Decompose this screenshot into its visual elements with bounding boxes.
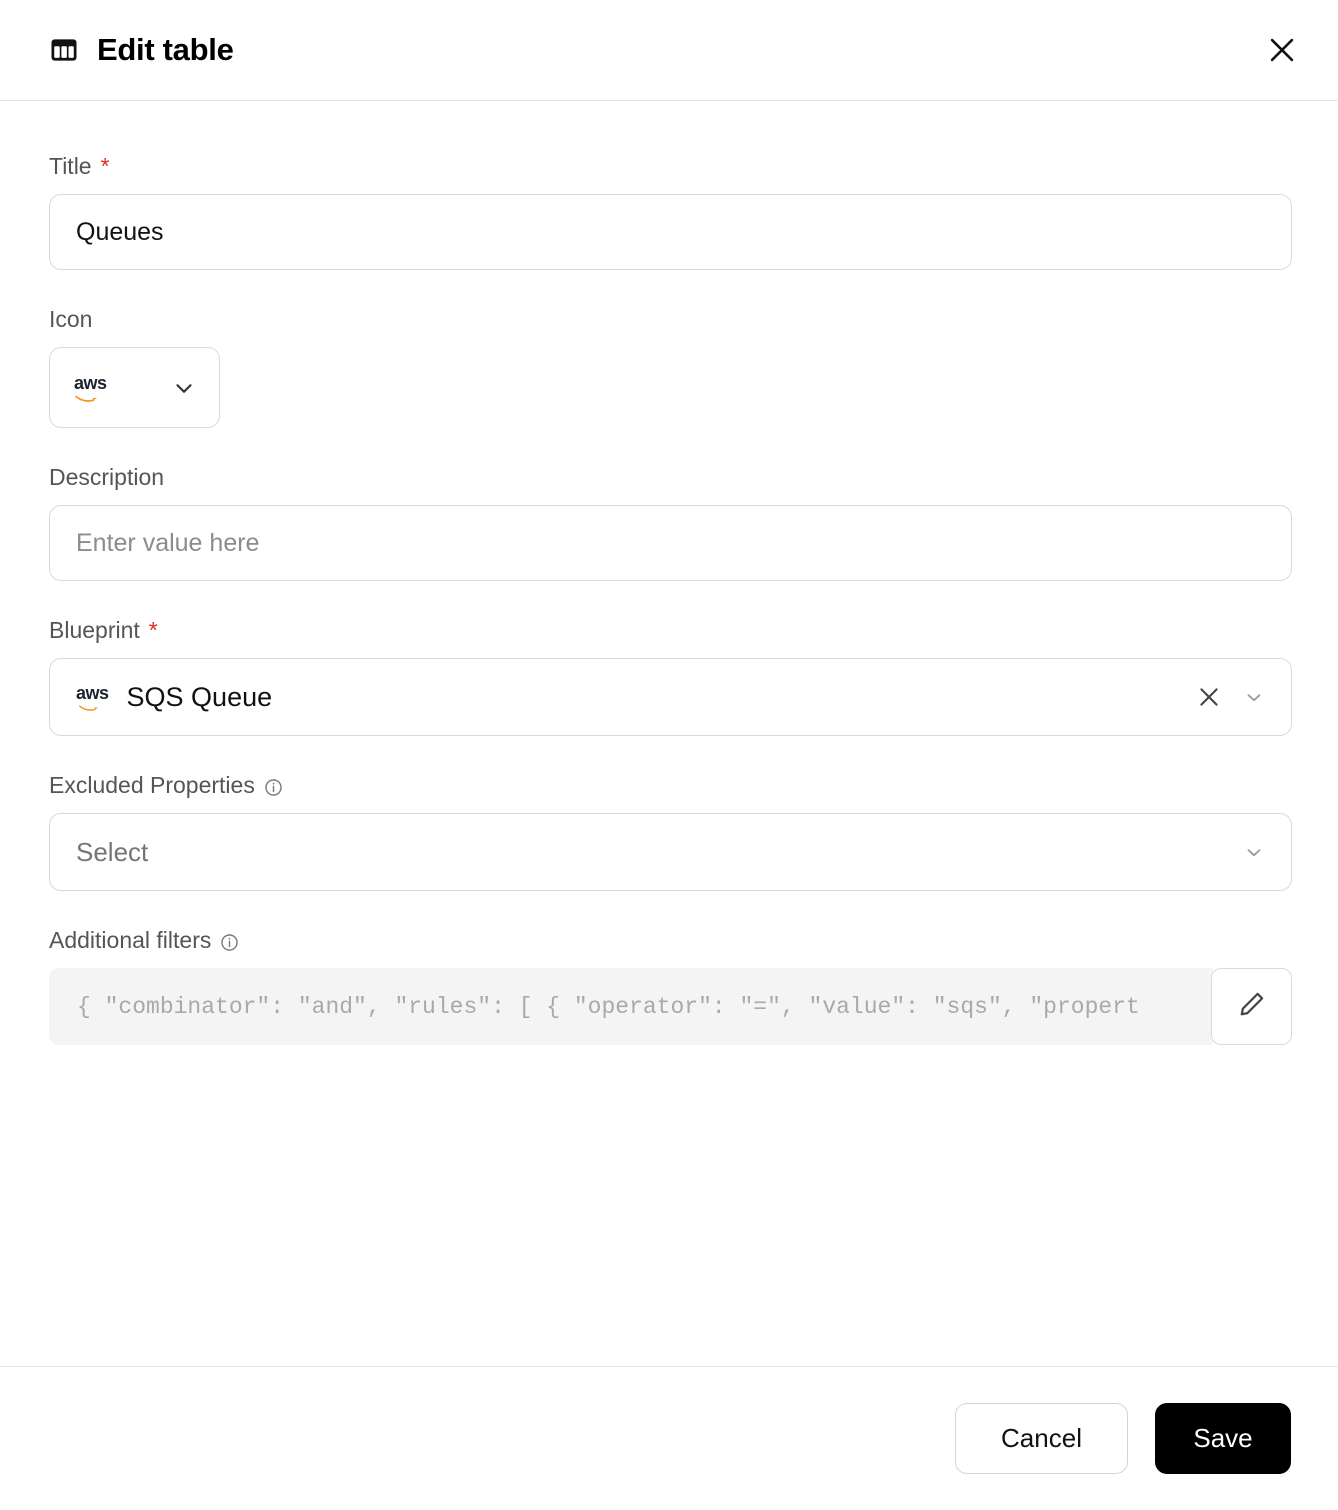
- icon-label-text: Icon: [49, 306, 93, 332]
- icon-label: [49, 306, 1291, 333]
- close-icon[interactable]: [1191, 679, 1227, 715]
- title-input[interactable]: [49, 194, 1292, 270]
- page-title: Edit table: [97, 32, 234, 67]
- blueprint-select[interactable]: [49, 658, 1292, 736]
- description-label: [49, 464, 1291, 491]
- icon-field: [49, 306, 1291, 428]
- additional-filters-label-text: Additional filters: [49, 927, 212, 953]
- description-input[interactable]: [49, 505, 1292, 581]
- required-marker: *: [100, 153, 110, 179]
- chevron-down-icon[interactable]: [1239, 837, 1269, 867]
- blueprint-label: [49, 617, 1291, 644]
- aws-icon: [74, 374, 107, 402]
- title-label-text: Title: [49, 153, 92, 179]
- table-icon: [49, 35, 79, 65]
- additional-filters-label: [49, 927, 1291, 954]
- excluded-properties-select[interactable]: [49, 813, 1292, 891]
- save-button[interactable]: Save: [1155, 1403, 1291, 1474]
- info-circle-icon[interactable]: [264, 776, 283, 795]
- excluded-properties-placeholder: Select: [76, 836, 149, 867]
- blueprint-field: [49, 617, 1291, 736]
- description-field: [49, 464, 1291, 581]
- info-circle-icon[interactable]: [220, 931, 239, 950]
- modal-footer: [0, 1366, 1338, 1510]
- excluded-properties-label-text: Excluded Properties: [49, 772, 255, 798]
- required-marker: *: [148, 617, 158, 643]
- blueprint-label-text: Blueprint: [49, 617, 140, 643]
- additional-filters-field: [49, 927, 1291, 1045]
- title-field: [49, 153, 1291, 270]
- modal-header-left: [49, 32, 1262, 68]
- modal-header: [0, 0, 1338, 101]
- blueprint-selected-label: SQS Queue: [126, 681, 273, 712]
- additional-filters-value: { "combinator": "and", "rules": [ { "operator": "=", "value": "sqs", "propert: [49, 968, 1213, 1045]
- chevron-down-icon[interactable]: [1239, 682, 1269, 712]
- pencil-icon: [1237, 989, 1267, 1024]
- chevron-down-icon[interactable]: [169, 373, 199, 403]
- aws-icon: [76, 684, 109, 711]
- title-label: [49, 153, 1291, 180]
- cancel-button[interactable]: Cancel: [955, 1403, 1128, 1474]
- close-icon[interactable]: [1262, 30, 1302, 70]
- description-label-text: Description: [49, 464, 165, 490]
- edit-filters-button[interactable]: [1211, 968, 1292, 1045]
- excluded-properties-label: [49, 772, 1291, 799]
- modal-body: [0, 101, 1338, 1366]
- blueprint-select-value: [76, 682, 1191, 713]
- icon-select[interactable]: [49, 347, 220, 428]
- aws-icon-label: aws: [74, 372, 107, 393]
- aws-icon-label: aws: [76, 682, 109, 703]
- additional-filters-row: [49, 968, 1292, 1045]
- excluded-properties-field: [49, 772, 1291, 891]
